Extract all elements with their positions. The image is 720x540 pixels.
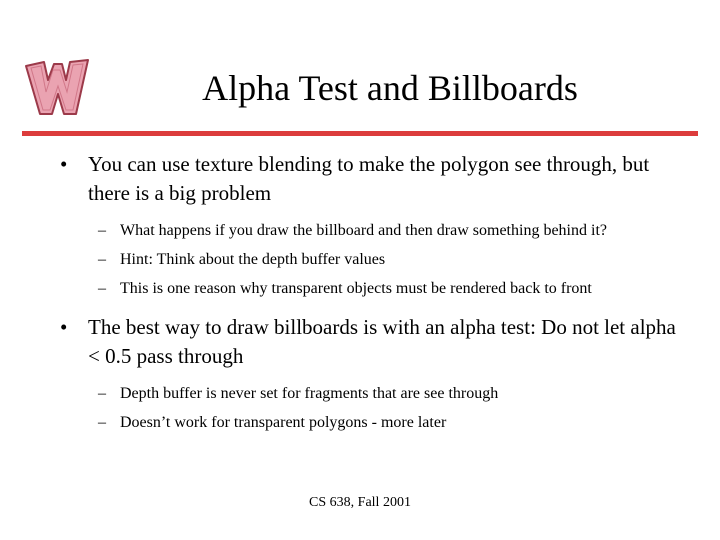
sub-bullet-marker: – xyxy=(98,280,106,297)
bullet-item xyxy=(56,313,684,371)
slide-title: Alpha Test and Billboards xyxy=(202,68,578,108)
bullet-text: You can use texture blending to make the polygon see through, but there is a big problem xyxy=(88,152,650,205)
sub-bullet-marker: – xyxy=(98,222,106,239)
sub-bullet-marker: – xyxy=(98,251,106,268)
bullet-marker: • xyxy=(60,152,68,176)
sub-bullet-item xyxy=(98,411,684,435)
sub-bullet-list xyxy=(98,382,684,435)
university-w-logo-icon xyxy=(22,52,92,122)
sub-bullet-text: Hint: Think about the depth buffer values xyxy=(120,251,386,268)
slide-footer: CS 638, Fall 2001 xyxy=(309,495,411,510)
sub-bullet-item xyxy=(98,277,684,301)
title-divider xyxy=(22,131,698,136)
sub-bullet-list xyxy=(98,219,684,301)
sub-bullet-item xyxy=(98,248,684,272)
sub-bullet-text: Doesn’t work for transparent polygons - more later xyxy=(120,414,447,431)
bullet-block xyxy=(56,150,684,301)
sub-bullet-text: Depth buffer is never set for fragments that are see through xyxy=(120,385,499,402)
sub-bullet-text: This is one reason why transparent objects must be rendered back to front xyxy=(120,280,592,297)
sub-bullet-item xyxy=(98,219,684,243)
bullet-marker: • xyxy=(60,315,68,339)
sub-bullet-text: What happens if you draw the billboard and then draw something behind it? xyxy=(120,222,607,239)
bullet-text: The best way to draw billboards is with an alpha test: Do not let alpha < 0.5 pass through xyxy=(88,315,676,368)
slide-content xyxy=(56,150,684,440)
sub-bullet-item xyxy=(98,382,684,406)
bullet-block xyxy=(56,313,684,435)
sub-bullet-marker: – xyxy=(98,385,106,402)
sub-bullet-marker: – xyxy=(98,414,106,431)
bullet-item xyxy=(56,150,684,208)
